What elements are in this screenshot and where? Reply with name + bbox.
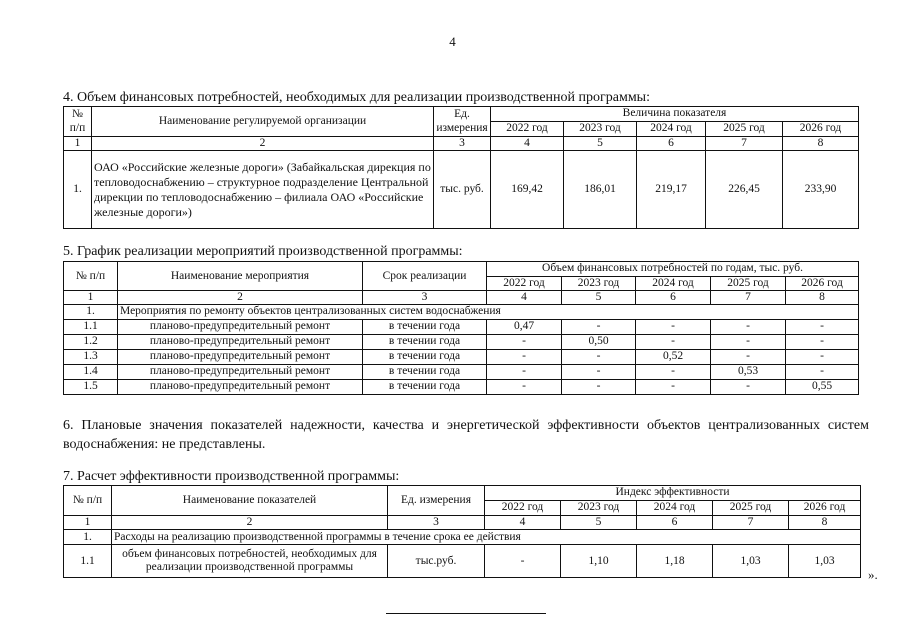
efficiency-table (63, 485, 861, 578)
col-header-group: Индекс эффективности (485, 486, 861, 501)
table-row (64, 334, 859, 349)
value-cell: - (786, 364, 859, 379)
value-cell: 0,52 (636, 349, 711, 364)
col-header-group: Объем финансовых потребностей по годам, тыс. руб. (487, 262, 859, 277)
year-header: 2026 год (789, 501, 861, 516)
value-cell: 219,17 (637, 151, 706, 229)
row-num: 1.5 (64, 379, 118, 394)
org-name: ОАО «Российские железные дороги» (Забайкальская дирекция по тепловодоснабжению – структурное подразделение Центральной дирекции по тепловодоснабжению – филиала ОАО «Российские железные дороги») (92, 151, 434, 229)
footer-divider (386, 613, 546, 614)
index-cell: 8 (789, 516, 861, 530)
group-row-num: 1. (64, 530, 112, 545)
year-header: 2024 год (637, 501, 713, 516)
col-header-num: № п/п (64, 486, 112, 516)
value-cell: 1,10 (561, 545, 637, 578)
value-cell: - (786, 319, 859, 334)
value-cell: - (711, 319, 786, 334)
year-header: 2022 год (491, 122, 564, 137)
term-cell: в течении года (363, 319, 487, 334)
group-row-title: Мероприятия по ремонту объектов централизованных систем водоснабжения (118, 305, 859, 319)
value-cell: 1,03 (789, 545, 861, 578)
row-num: 1.3 (64, 349, 118, 364)
table-row (64, 364, 859, 379)
financial-needs-table (63, 106, 859, 229)
table-row (64, 319, 859, 334)
index-cell: 3 (388, 516, 485, 530)
table-row (64, 545, 861, 578)
activity-name: планово-предупредительный ремонт (118, 349, 363, 364)
index-cell: 4 (485, 516, 561, 530)
index-cell: 5 (562, 291, 636, 305)
index-cell: 3 (434, 137, 491, 151)
group-row-num: 1. (64, 305, 118, 319)
index-cell: 4 (491, 137, 564, 151)
index-cell: 3 (363, 291, 487, 305)
value-cell: - (562, 319, 636, 334)
term-cell: в течении года (363, 364, 487, 379)
year-header: 2025 год (713, 501, 789, 516)
value-cell: 1,18 (637, 545, 713, 578)
year-header: 2023 год (561, 501, 637, 516)
index-cell: 5 (564, 137, 637, 151)
value-cell: - (636, 364, 711, 379)
value-cell: - (562, 349, 636, 364)
unit-cell: тыс.руб. (388, 545, 485, 578)
year-header: 2024 год (636, 277, 711, 291)
value-cell: - (636, 334, 711, 349)
year-header: 2025 год (706, 122, 783, 137)
term-cell: в течении года (363, 349, 487, 364)
value-cell: - (487, 349, 562, 364)
row-num: 1.4 (64, 364, 118, 379)
value-cell: - (562, 364, 636, 379)
col-header-term: Срок реализации (363, 262, 487, 291)
value-cell: 0,50 (562, 334, 636, 349)
section-5-heading: 5. График реализации мероприятий производственной программы: (63, 244, 463, 259)
unit-cell: тыс. руб. (434, 151, 491, 229)
col-header-name: Наименование показателей (112, 486, 388, 516)
activity-name: планово-предупредительный ремонт (118, 364, 363, 379)
col-header-group: Величина показателя (491, 107, 859, 122)
value-cell: 233,90 (783, 151, 859, 229)
term-cell: в течении года (363, 379, 487, 394)
indicator-name: объем финансовых потребностей, необходимых для реализации производственной программы (112, 545, 388, 578)
value-cell: - (485, 545, 561, 578)
value-cell: - (711, 349, 786, 364)
value-cell: - (711, 334, 786, 349)
col-header-unit: Ед. измерения (388, 486, 485, 516)
row-num: 1.2 (64, 334, 118, 349)
value-cell: - (487, 364, 562, 379)
value-cell: - (487, 379, 562, 394)
section-6-text: 6. Плановые значения показателей надежности, качества и энергетической эффективности объектов централизованных систем водоснабжения: не представлены. (63, 418, 869, 452)
year-header: 2024 год (637, 122, 706, 137)
index-cell: 1 (64, 516, 112, 530)
index-cell: 6 (637, 137, 706, 151)
col-header-org: Наименование регулируемой организации (92, 107, 434, 137)
value-cell: - (562, 379, 636, 394)
index-cell: 6 (637, 516, 713, 530)
index-cell: 7 (706, 137, 783, 151)
index-cell: 1 (64, 291, 118, 305)
year-header: 2026 год (783, 122, 859, 137)
value-cell: 186,01 (564, 151, 637, 229)
value-cell: - (636, 319, 711, 334)
activity-name: планово-предупредительный ремонт (118, 379, 363, 394)
value-cell: - (487, 334, 562, 349)
value-cell: - (636, 379, 711, 394)
index-cell: 6 (636, 291, 711, 305)
year-header: 2022 год (485, 501, 561, 516)
row-num: 1.1 (64, 319, 118, 334)
closing-quote-mark: ». (868, 567, 878, 582)
value-cell: - (786, 349, 859, 364)
value-cell: 1,03 (713, 545, 789, 578)
col-header-name: Наименование мероприятия (118, 262, 363, 291)
year-header: 2026 год (786, 277, 859, 291)
value-cell: - (786, 334, 859, 349)
table-row (64, 151, 859, 229)
index-cell: 8 (783, 137, 859, 151)
year-header: 2023 год (562, 277, 636, 291)
term-cell: в течении года (363, 334, 487, 349)
index-cell: 7 (713, 516, 789, 530)
index-cell: 2 (92, 137, 434, 151)
value-cell: 0,55 (786, 379, 859, 394)
row-num: 1.1 (64, 545, 112, 578)
section-4-heading: 4. Объем финансовых потребностей, необходимых для реализации производственной программы: (63, 90, 650, 105)
section-7-heading: 7. Расчет эффективности производственной программы: (63, 469, 400, 484)
row-num: 1. (64, 151, 92, 229)
index-cell: 2 (118, 291, 363, 305)
value-cell: 169,42 (491, 151, 564, 229)
value-cell: 0,53 (711, 364, 786, 379)
value-cell: 0,47 (487, 319, 562, 334)
table-row (64, 349, 859, 364)
activity-name: планово-предупредительный ремонт (118, 334, 363, 349)
year-header: 2025 год (711, 277, 786, 291)
index-cell: 7 (711, 291, 786, 305)
value-cell: - (711, 379, 786, 394)
year-header: 2023 год (564, 122, 637, 137)
index-cell: 2 (112, 516, 388, 530)
table-row (64, 379, 859, 394)
index-cell: 5 (561, 516, 637, 530)
index-cell: 1 (64, 137, 92, 151)
schedule-table (63, 261, 859, 395)
col-header-num: № п/п (64, 262, 118, 291)
value-cell: 226,45 (706, 151, 783, 229)
page-number: 4 (449, 34, 456, 49)
group-row-title: Расходы на реализацию производственной программы в течение срока ее действия (112, 530, 861, 545)
col-header-unit: Ед. измерения (434, 107, 491, 137)
activity-name: планово-предупредительный ремонт (118, 319, 363, 334)
index-cell: 8 (786, 291, 859, 305)
index-cell: 4 (487, 291, 562, 305)
col-header-num: № п/п (64, 107, 92, 137)
year-header: 2022 год (487, 277, 562, 291)
